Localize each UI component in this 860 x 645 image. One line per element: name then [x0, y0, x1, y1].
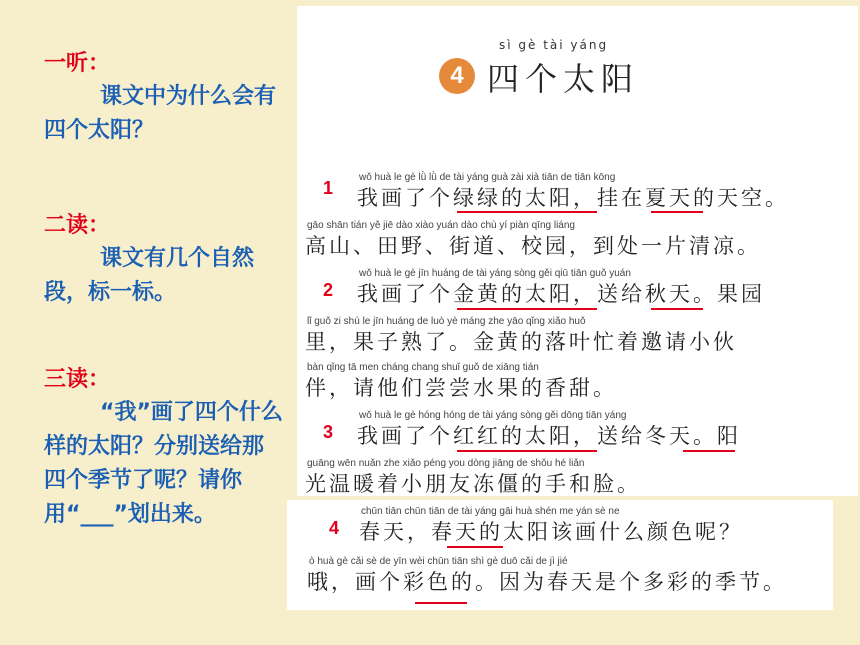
underline-colorful	[415, 602, 467, 604]
line-6-pinyin: wǒ huà le gè hóng hóng de tài yáng sòng gěi dōng tiān yáng	[359, 410, 627, 421]
underline-golden-sun	[457, 308, 597, 310]
lesson-title-pinyin: sì gè tài yáng	[499, 38, 609, 52]
underline-spring	[447, 546, 503, 548]
line-4-pinyin: lǐ guǒ zi shú le jīn huáng de luò yè máng zhe yāo qǐng xiǎo huǒ	[307, 316, 586, 327]
line-2-pinyin: gāo shān tián yě jiē dào xiào yuán dào chù yí piàn qīng liáng	[307, 220, 575, 231]
underline-green-sun	[457, 211, 597, 213]
line-4-text: 里，果子熟了。金黄的落叶忙着邀请小伙	[305, 330, 737, 354]
line-5-pinyin: bàn qǐng tā men cháng chang shuǐ guǒ de xiāng tián	[307, 362, 539, 373]
line-5-text: 伴，请他们尝尝水果的香甜。	[305, 376, 617, 400]
underline-winter	[683, 450, 735, 452]
task-panel	[0, 0, 290, 645]
line-1-pinyin: wǒ huà le gè lǜ lǜ de tài yáng guà zài xià tiān de tiān kōng	[359, 172, 616, 183]
line-3-pinyin: wǒ huà le gè jīn huáng de tài yáng sòng gěi qiū tiān guǒ yuán	[359, 268, 631, 279]
line-9-text: 哦，画个彩色的。因为春天是个多彩的季节。	[307, 570, 787, 594]
textbook-page-continued	[287, 500, 833, 610]
line-1-text: 我画了个绿绿的太阳，挂在夏天的天空。	[357, 186, 789, 210]
task-3-text: “我”画了四个什么样的太阳？分别送给那四个季节了呢？请你用“___”划出来。	[44, 400, 283, 527]
line-7-pinyin: guāng wēn nuǎn zhe xiǎo péng you dòng jiāng de shǒu hé liǎn	[307, 458, 585, 469]
paragraph-number-2: 2	[323, 280, 334, 300]
line-6-text: 我画了个红红的太阳，送给冬天。阳	[357, 424, 741, 448]
paragraph-number-4: 4	[329, 518, 340, 538]
lesson-title: 四个太阳	[487, 60, 640, 98]
underline-summer	[651, 211, 703, 213]
line-2-text: 高山、田野、街道、校园，到处一片清凉。	[305, 234, 761, 258]
task-2-text: 课文有几个自然段，标一标。	[44, 246, 255, 305]
line-7-text: 光温暖着小朋友冻僵的手和脸。	[305, 472, 641, 496]
underline-red-sun	[457, 450, 597, 452]
line-8-text: 春天，春天的太阳该画什么颜色呢？	[359, 520, 743, 544]
line-3-text: 我画了个金黄的太阳，送给秋天。果园	[357, 282, 765, 306]
lesson-number-badge: 4	[439, 58, 475, 94]
paragraph-number-3: 3	[323, 422, 334, 442]
line-8-pinyin: chūn tiān chūn tiān de tài yáng gāi huà shén me yán sè ne	[361, 506, 620, 517]
task-3-heading: 三读：	[44, 367, 111, 392]
paragraph-number-1: 1	[323, 178, 334, 198]
line-9-pinyin: ò huà gè cǎi sè de yīn wèi chūn tiān shì gè duō cǎi de jì jié	[309, 556, 568, 567]
task-1-heading: 一听：	[44, 51, 111, 76]
underline-autumn	[651, 308, 703, 310]
task-1-text: 课文中为什么会有四个太阳？	[44, 84, 277, 143]
task-2-heading: 二读：	[44, 213, 111, 238]
textbook-page	[297, 6, 858, 496]
